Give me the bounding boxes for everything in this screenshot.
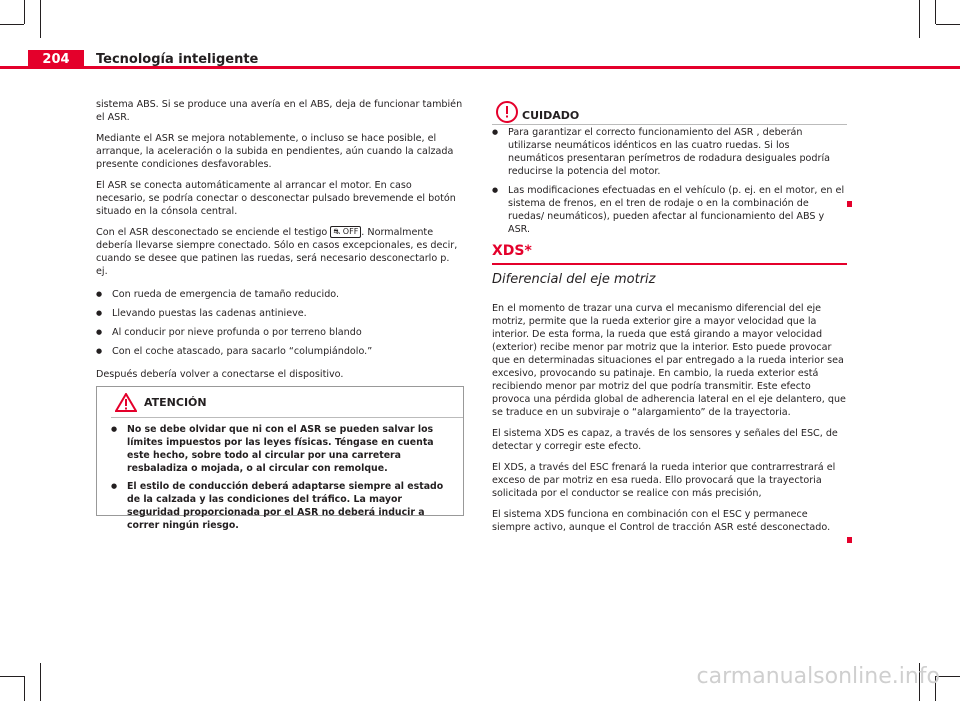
paragraph: El XDS, a través del ESC frenará la rueda interior que contrarrestrará el exceso de par motriz en esa rueda. Ello provocará que la trayectoria solicitada por el conductor se realice con más precisión,	[492, 462, 836, 499]
paragraph-text: Con el ASR desconectado se enciende el testigo	[96, 227, 331, 238]
asr-off-label: OFF	[342, 227, 359, 236]
section-subheading: Diferencial del eje motriz	[492, 272, 656, 287]
paragraph: sistema ABS. Si se produce una avería en el ABS, deja de funcionar también el ASR.	[96, 99, 463, 123]
watermark: carmanualsonline.info	[696, 664, 940, 689]
care-title: CUIDADO	[522, 109, 580, 122]
heading-rule	[492, 263, 847, 265]
list-item: ● El estilo de conducción deberá adaptarse siempre al estado de la calzada y las condiciones del tráfico. La mayor seguridad proporcionada por el ASR no deberá inducir a correr ningún riesgo.	[111, 480, 453, 532]
section-heading: XDS*	[492, 243, 532, 259]
crop-mark	[919, 0, 920, 38]
list-item: ● No se debe olvidar que ni con el ASR se pueden salvar los límites impuestos por las leyes físicas. Téngase en cuenta este hecho, sobre todo al circular por una carretera resbaladiza o mojada, o al circular con remolque.	[111, 423, 453, 475]
crop-mark	[935, 0, 936, 24]
page-number: 204	[28, 50, 84, 69]
warning-triangle-icon	[115, 393, 137, 412]
list-item: ● Al conducir por nieve profunda o por terreno blando	[96, 326, 464, 339]
end-marker	[847, 537, 852, 543]
traction-icon: ⛐	[333, 227, 341, 236]
end-marker	[847, 201, 852, 207]
caution-icon	[496, 101, 518, 123]
list-item: ● Con el coche atascado, para sacarlo “columpiándolo.”	[96, 345, 464, 358]
paragraph: El sistema XDS es capaz, a través de los sensores y señales del ESC, de detectar y corregir este efecto.	[492, 428, 838, 452]
divider	[111, 417, 463, 418]
list-item: ● Para garantizar el correcto funcionamiento del ASR , deberán utilizarse neumáticos idénticos en las cuatro ruedas. Si los neumáticos presentaran perímetros de rodadura desiguales podría reducirse la potencia del motor.	[492, 126, 847, 178]
crop-mark	[24, 0, 25, 24]
paragraph: En el momento de trazar una curva el mecanismo diferencial del eje motriz, permite que la rueda exterior gire a mayor velocidad que la interior. De esta forma, la rueda que está girando a mayor velocidad (exterior) recibe menor par motriz que la interior. Esto puede provocar que en determinadas situaciones el par entregado a la rueda interior sea excesivo, provocando su patinaje. En cambio, la rueda exterior está recibiendo menor par motriz del que podría transmitir. Este efecto provoca una pérdida global de adherencia lateral en el eje delantero, que se traduce en un subviraje o “alargamiento” de la trayectoria.	[492, 303, 846, 418]
page-title: Tecnología inteligente	[96, 52, 259, 67]
crop-mark	[0, 24, 24, 25]
crop-mark	[24, 676, 25, 701]
crop-mark	[0, 676, 24, 677]
attention-title: ATENCIÓN	[144, 396, 207, 409]
paragraph: Después debería volver a conectarse el dispositivo.	[96, 369, 344, 380]
asr-off-indicator-icon	[330, 226, 361, 238]
paragraph: El sistema XDS funciona en combinación con el ESC y permanece siempre activo, aunque el Control de tracción ASR esté desconectado.	[492, 509, 831, 533]
paragraph: Mediante el ASR se mejora notablemente, o incluso se hace posible, el arranque, la aceleración o la subida en pendientes, aún cuando la calzada presente condiciones desfavorables.	[96, 133, 454, 170]
list-item: ● Las modificaciones efectuadas en el vehículo (p. ej. en el motor, en el sistema de frenos, en el tren de rodaje o en la combinación de ruedas/ neumáticos), pueden afectar al funcionamiento del ABS y ASR.	[492, 184, 847, 236]
left-column	[96, 98, 464, 389]
list-item: ● Llevando puestas las cadenas antinieve.	[96, 307, 464, 320]
crop-mark	[936, 24, 960, 25]
attention-box	[96, 386, 464, 531]
xds-body	[492, 302, 847, 542]
paragraph-text: . Normalmente debería llevarse siempre conectado. Sólo en casos excepcionales, es decir, cuando se desee que patinen las ruedas, será necesario desconectarlo p. ej.	[96, 227, 458, 277]
crop-mark	[40, 0, 41, 38]
paragraph: El ASR se conecta automáticamente al arrancar el motor. En caso necesario, se podría conectar o desconectar pulsado brevemende el botón situado en la cónsola central.	[96, 180, 456, 217]
care-body	[492, 126, 847, 240]
paragraph	[96, 226, 464, 278]
divider	[492, 124, 847, 125]
list-item: ● Con rueda de emergencia de tamaño reducido.	[96, 288, 464, 301]
crop-mark	[40, 663, 41, 701]
